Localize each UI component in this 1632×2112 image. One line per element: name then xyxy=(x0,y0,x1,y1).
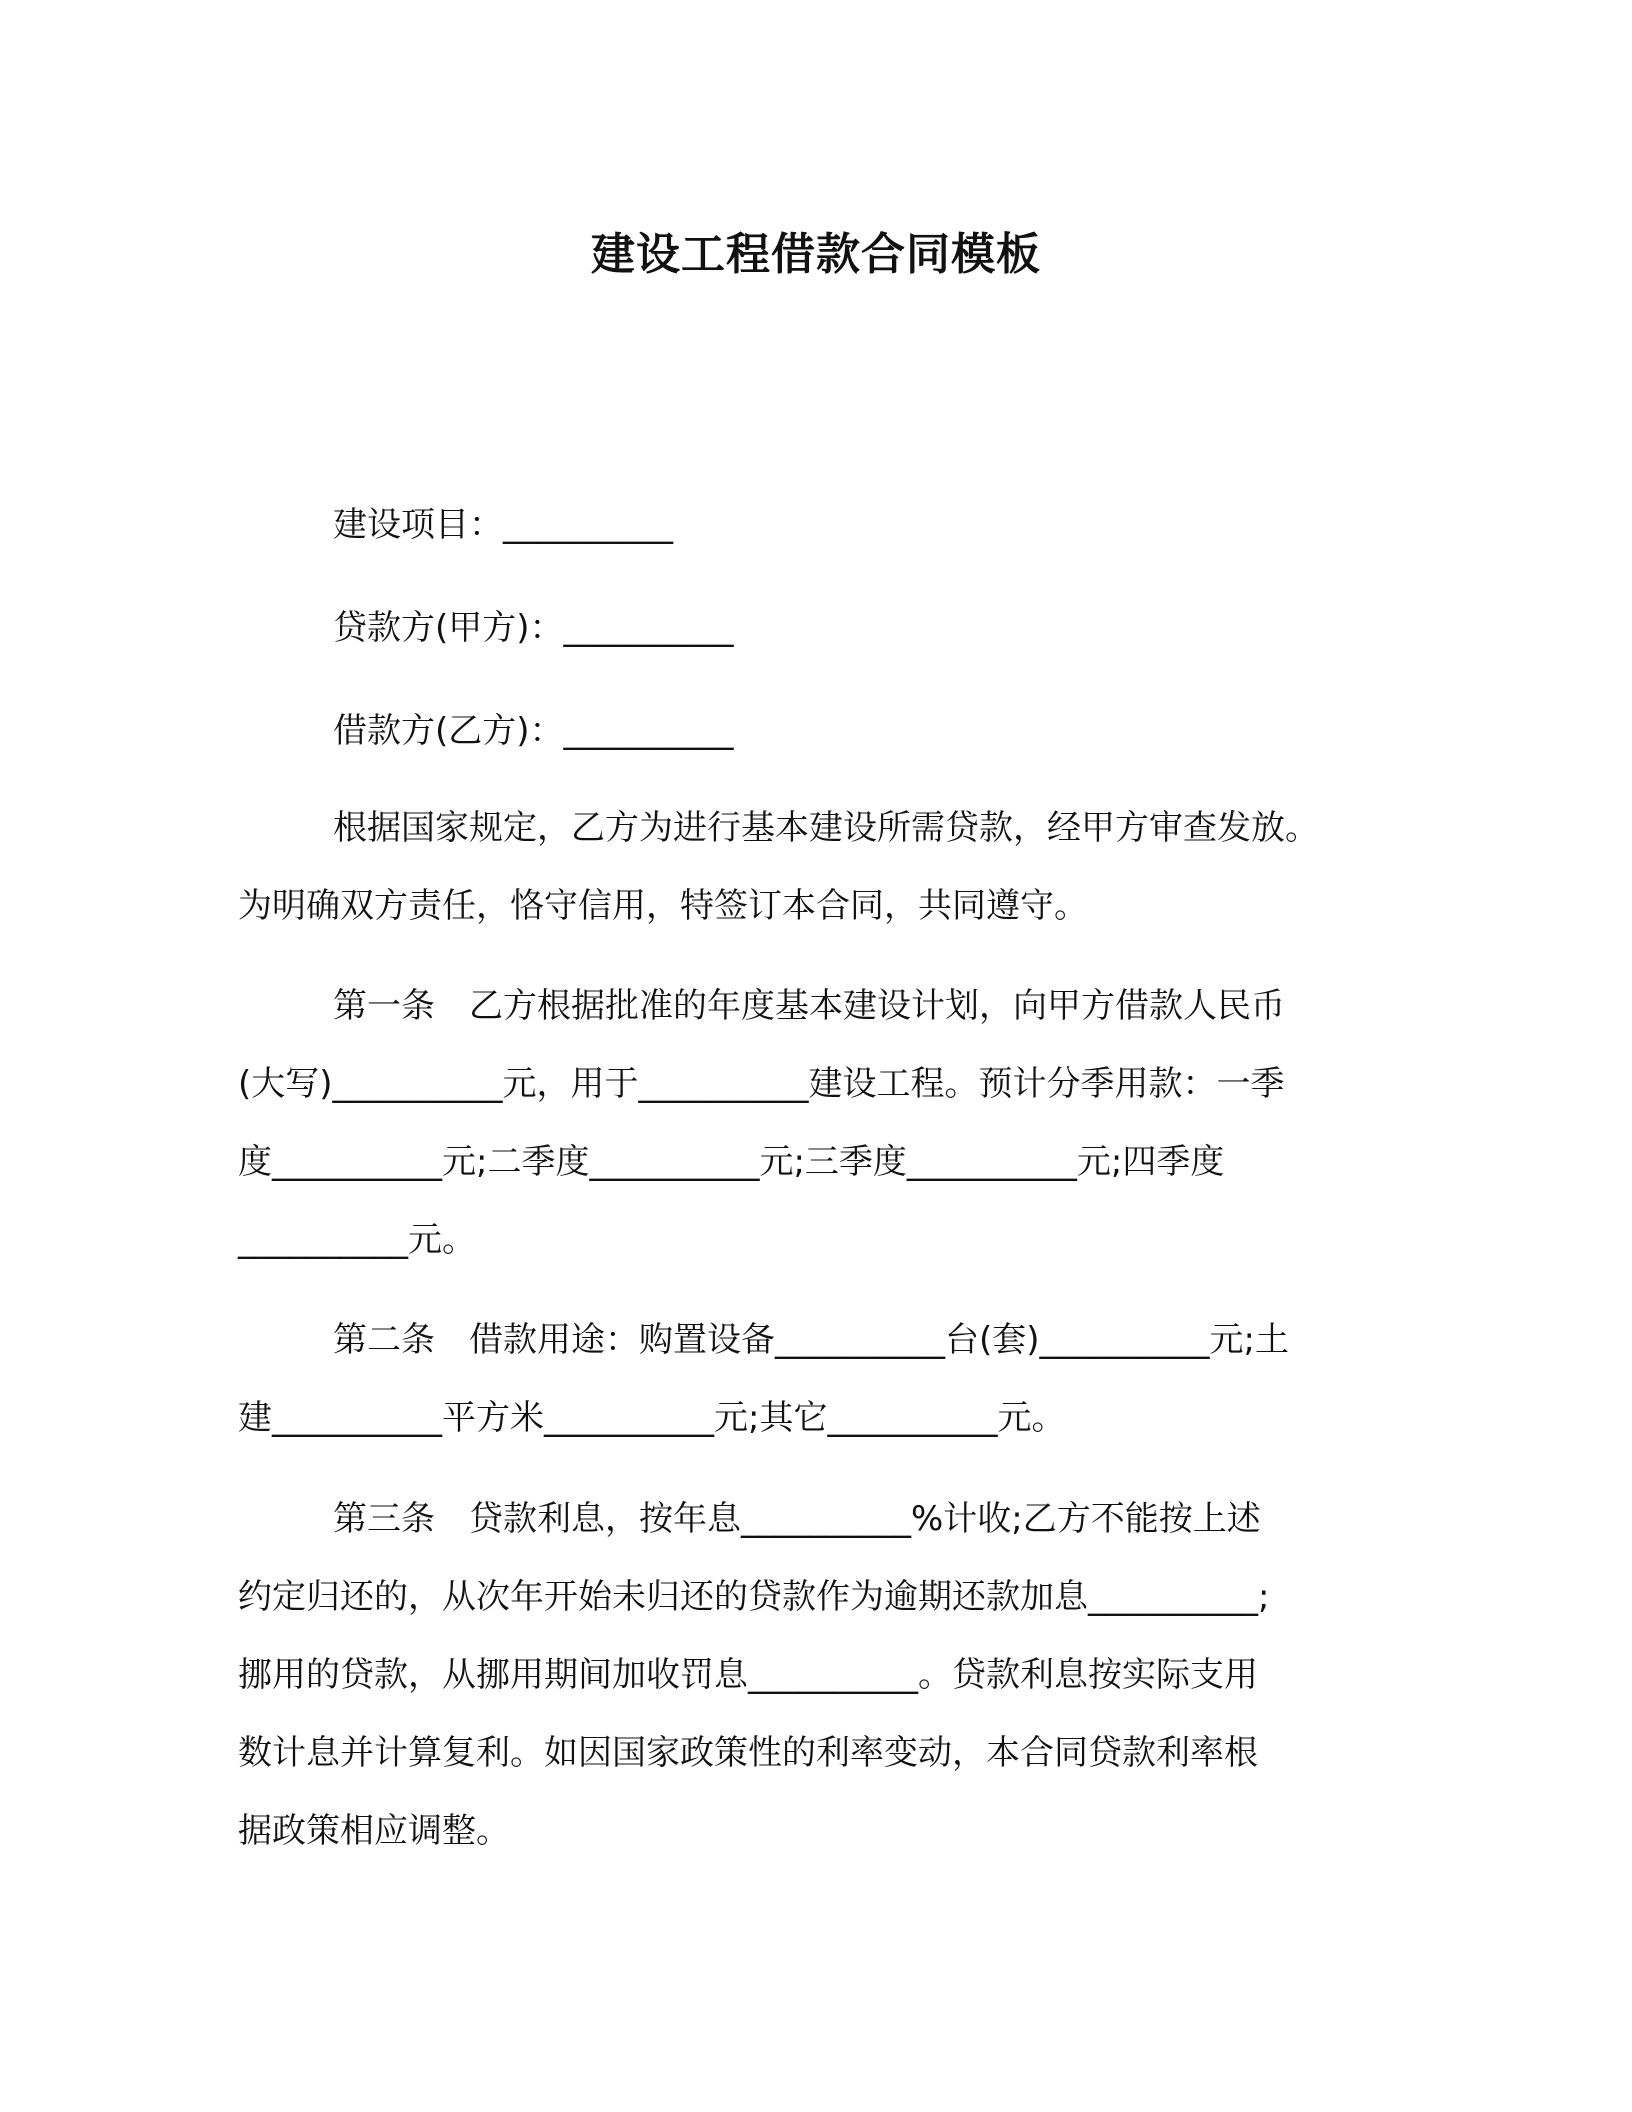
article-1-line-2: (大写)__________元，用于__________建设工程。预计分季用款：一季 xyxy=(238,1064,1285,1104)
field-borrower: 借款方(乙方)：__________ xyxy=(333,711,734,751)
article-1-line-1: 第一条 乙方根据批准的年度基本建设计划，向甲方借款人民币 xyxy=(333,986,1285,1026)
article-1-line-3: 度__________元;二季度__________元;三季度__________元;四季度 xyxy=(238,1142,1225,1182)
preamble-line-2: 为明确双方责任，恪守信用，特签订本合同，共同遵守。 xyxy=(238,886,1088,926)
article-3-line-4: 数计息并计算复利。如因国家政策性的利率变动，本合同贷款利率根 xyxy=(238,1733,1258,1773)
article-1-line-4: __________元。 xyxy=(238,1220,476,1260)
article-2-line-2: 建__________平方米__________元;其它__________元。 xyxy=(238,1398,1066,1438)
preamble-paragraph xyxy=(238,806,1398,962)
article-3-line-5: 据政策相应调整。 xyxy=(238,1811,510,1851)
article-1 xyxy=(238,984,1398,1296)
preamble-line-1: 根据国家规定，乙方为进行基本建设所需贷款，经甲方审查发放。 xyxy=(333,808,1319,848)
article-3-line-3: 挪用的贷款，从挪用期间加收罚息__________。贷款利息按实际支用 xyxy=(238,1655,1258,1695)
article-3-line-2: 约定归还的，从次年开始未归还的贷款作为逾期还款加息__________; xyxy=(238,1577,1270,1617)
article-3 xyxy=(238,1497,1398,1887)
field-project: 建设项目：__________ xyxy=(333,505,673,545)
document-title: 建设工程借款合同模板 xyxy=(591,229,1041,280)
field-lender: 贷款方(甲方)：__________ xyxy=(333,608,734,648)
article-2-line-1: 第二条 借款用途：购置设备__________台(套)__________元;土 xyxy=(333,1320,1289,1360)
article-2 xyxy=(238,1318,1398,1474)
article-3-line-1: 第三条 贷款利息，按年息__________%计收;乙方不能按上述 xyxy=(333,1499,1261,1539)
